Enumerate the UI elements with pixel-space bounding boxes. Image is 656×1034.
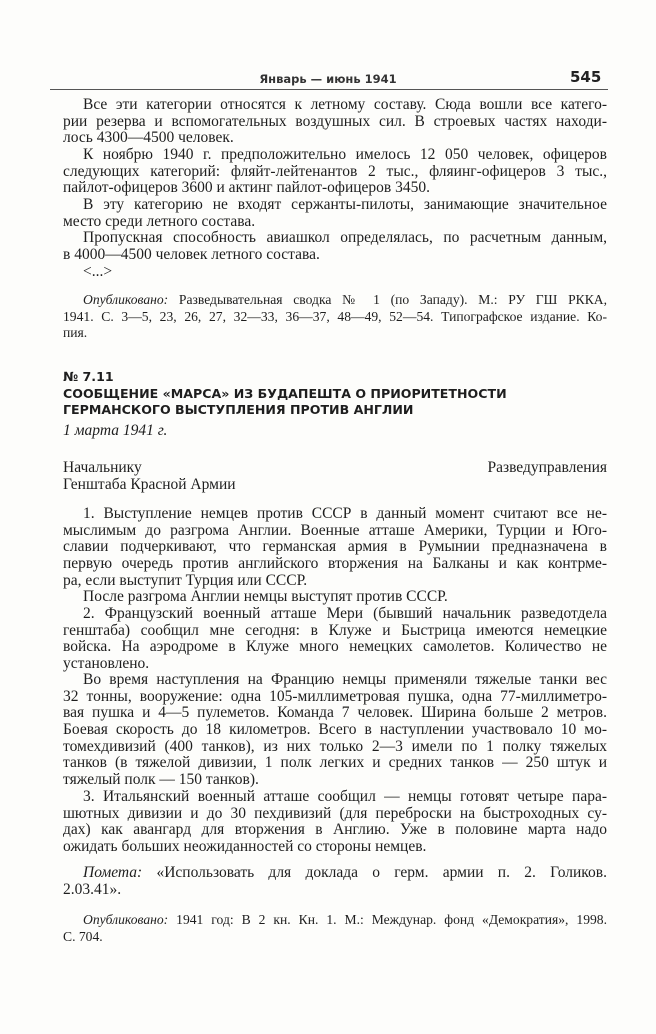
text-line xyxy=(63,325,607,342)
text-line xyxy=(63,114,607,131)
addressee xyxy=(63,460,607,493)
text-line xyxy=(63,623,607,640)
page-number: 545 xyxy=(570,68,602,86)
line-text: дах) как авангард для вторжения в Англию. Уже в половине марта надо xyxy=(63,821,607,839)
line-text: <...> xyxy=(83,263,113,280)
text-line xyxy=(63,839,607,856)
text-line xyxy=(63,789,607,806)
line-text: пайлот-офицеров 3600 и актинг пайлот-офицеров 3450. xyxy=(63,179,431,197)
p-sergeants xyxy=(63,197,607,230)
text-line xyxy=(63,672,607,689)
line-text: СООБЩЕНИЕ «МАРСА» ИЗ БУДАПЕШТА О ПРИОРИТЕТНОСТИ xyxy=(63,385,507,401)
text-line xyxy=(63,264,607,281)
line-text: тяжелый полк — 150 танков). xyxy=(63,771,259,789)
line-text: славии подчеркивают, что германская армия в Румынии предназначена в xyxy=(63,538,607,556)
text-line xyxy=(63,247,607,264)
line-text: ГЕРМАНСКОГО ВЫСТУПЛЕНИЯ ПРОТИВ АНГЛИИ xyxy=(63,402,414,418)
published-2 xyxy=(63,912,607,945)
text-line xyxy=(63,164,607,181)
line-text: 1941 год: В 2 кн. Кн. 1. М.: Междунар. фонд «Демократия», 1998. xyxy=(168,912,607,927)
annotation xyxy=(63,865,607,898)
line-text: № 7.11 xyxy=(63,369,114,384)
line-text: рии резерва и вспомогательных воздушных сил. В строевых частях находи- xyxy=(63,112,607,130)
line-text: 2.03.41». xyxy=(63,880,122,898)
text-line xyxy=(63,214,607,231)
line-text: 2. Французский военный атташе Мери (бывший начальник разведотдела xyxy=(83,605,607,622)
line-text: томехдивизий (400 танков), из них только 2—3 имели по 1 полку тяжелых xyxy=(63,737,607,755)
line-text: Разведывательная сводка № 1 (по Западу). М.: РУ ГШ РККА, xyxy=(168,292,607,307)
label: Опубликовано: xyxy=(83,292,169,307)
label: Помета: xyxy=(83,864,143,881)
line-text: ра, если выступит Турция или СССР. xyxy=(63,571,308,589)
text-line xyxy=(63,822,607,839)
p-ellipsis xyxy=(63,264,607,281)
line-text: войска. На аэродроме в Клуже много немецких самолетов. Количество не xyxy=(63,638,607,656)
line-text: «Использовать для доклада о герм. армии п. 2. Голиков. xyxy=(142,864,607,881)
doc-heading xyxy=(63,369,607,419)
line-text: После разгрома Англии немцы выступят против СССР. xyxy=(83,588,448,605)
p-schools xyxy=(63,230,607,263)
text-line xyxy=(63,539,607,556)
line-text: Все эти категории относятся к летному составу. Сюда вошли все катего- xyxy=(83,96,607,113)
line-text: генштаба) сообщил мне сегодня: в Клуже и Быстрица имеются немецкие xyxy=(63,621,607,639)
text-line xyxy=(63,573,607,590)
line-text: первую очередь против английского вторжения на Балканы и как контрме- xyxy=(63,555,607,573)
text-line xyxy=(63,147,607,164)
text-line xyxy=(63,689,607,706)
text-line xyxy=(63,506,607,523)
p-categories xyxy=(63,97,607,147)
text-line xyxy=(63,865,607,882)
text-line xyxy=(63,402,607,419)
line-text: Во время наступления на Францию немцы применяли тяжелые танки вес xyxy=(83,671,607,688)
line-text: установлено. xyxy=(63,655,150,673)
line-text: танков (в тяжелой дивизии, 1 полк легких и средних танков — 250 штук и xyxy=(63,754,607,772)
line-text: К ноябрю 1940 г. предположительно имелось 12 050 человек, офицеров xyxy=(83,146,607,163)
published-1 xyxy=(63,292,607,342)
doc-date xyxy=(63,423,607,440)
text-line xyxy=(63,705,607,722)
text-line xyxy=(63,912,607,929)
line-text: место среди летного состава. xyxy=(63,212,256,230)
text-line xyxy=(63,180,607,197)
line-text: Начальнику Разведуправления xyxy=(63,459,607,476)
text-line xyxy=(63,309,607,326)
line-text: Генштаба Красной Армии xyxy=(63,475,236,493)
line-text: В эту категорию не входят сержанты-пилоты, занимающие значительное xyxy=(83,196,607,213)
text-line xyxy=(63,230,607,247)
line-text: 1941. С. 3—5, 23, 26, 27, 32—33, 36—37, 48—49, 52—54. Типографское издание. Ко- xyxy=(63,308,607,324)
text-line xyxy=(63,556,607,573)
running-title: Январь — июнь 1941 xyxy=(259,72,397,86)
text-line xyxy=(63,882,607,899)
text-line xyxy=(63,639,607,656)
text-line xyxy=(63,929,607,946)
line-text: вая пушка и 4—5 пулеметов. Команда 7 человек. Ширина больше 2 метров. xyxy=(63,704,607,722)
text-line xyxy=(63,423,607,440)
text-line xyxy=(63,722,607,739)
p-november xyxy=(63,147,607,197)
p-item-3 xyxy=(63,789,607,856)
text-line xyxy=(63,197,607,214)
line-text: 32 тонны, вооружение: одна 105-миллиметровая пушка, одна 77-миллиметро- xyxy=(63,687,607,705)
text-line xyxy=(63,755,607,772)
line-text: 1 марта 1941 г. xyxy=(63,422,168,439)
text-line xyxy=(63,460,607,477)
p-item-1 xyxy=(63,506,607,589)
text-line xyxy=(63,523,607,540)
header-rule xyxy=(50,89,608,90)
label: Опубликовано: xyxy=(83,912,169,927)
line-text: 1. Выступление немцев против СССР в данный момент считают все не- xyxy=(83,505,607,522)
text-line xyxy=(63,477,607,494)
text-line xyxy=(63,606,607,623)
line-text: пия. xyxy=(63,325,88,341)
text-line xyxy=(63,97,607,114)
line-text: мыслимым до разгрома Англии. Военные атташе Америки, Турции и Юго- xyxy=(63,521,607,539)
text-line xyxy=(63,130,607,147)
line-text: Боевая скорость до 18 километров. Всего в наступлении участвовало 10 мо- xyxy=(63,721,607,739)
p-after xyxy=(63,589,607,606)
p-tanks xyxy=(63,672,607,789)
text-line xyxy=(63,772,607,789)
line-text: лось 4300—4500 человек. xyxy=(63,129,234,147)
p-item-2 xyxy=(63,606,607,673)
line-text: Пропускная способность авиашкол определялась, по расчетным данным, xyxy=(83,229,607,246)
line-text: С. 704. xyxy=(63,928,103,944)
line-text: ожидать больших неожиданностей со стороны немцев. xyxy=(63,838,427,856)
text-line xyxy=(63,386,607,403)
line-text: следующих категорий: фляйт-лейтенантов 2 тыс., фляинг-офицеров 3 тыс., xyxy=(63,162,607,180)
line-text: в 4000—4500 человек летного состава. xyxy=(63,245,320,263)
text-line xyxy=(63,369,607,386)
text-line xyxy=(63,292,607,309)
text-line xyxy=(63,806,607,823)
line-text: 3. Итальянский военный атташе сообщил — немцы готовят четыре пара- xyxy=(83,788,607,805)
text-line xyxy=(63,589,607,606)
text-line xyxy=(63,739,607,756)
line-text: шютных дивизии и до 30 пехдивизий (для переброски на быстроходных су- xyxy=(63,804,607,822)
